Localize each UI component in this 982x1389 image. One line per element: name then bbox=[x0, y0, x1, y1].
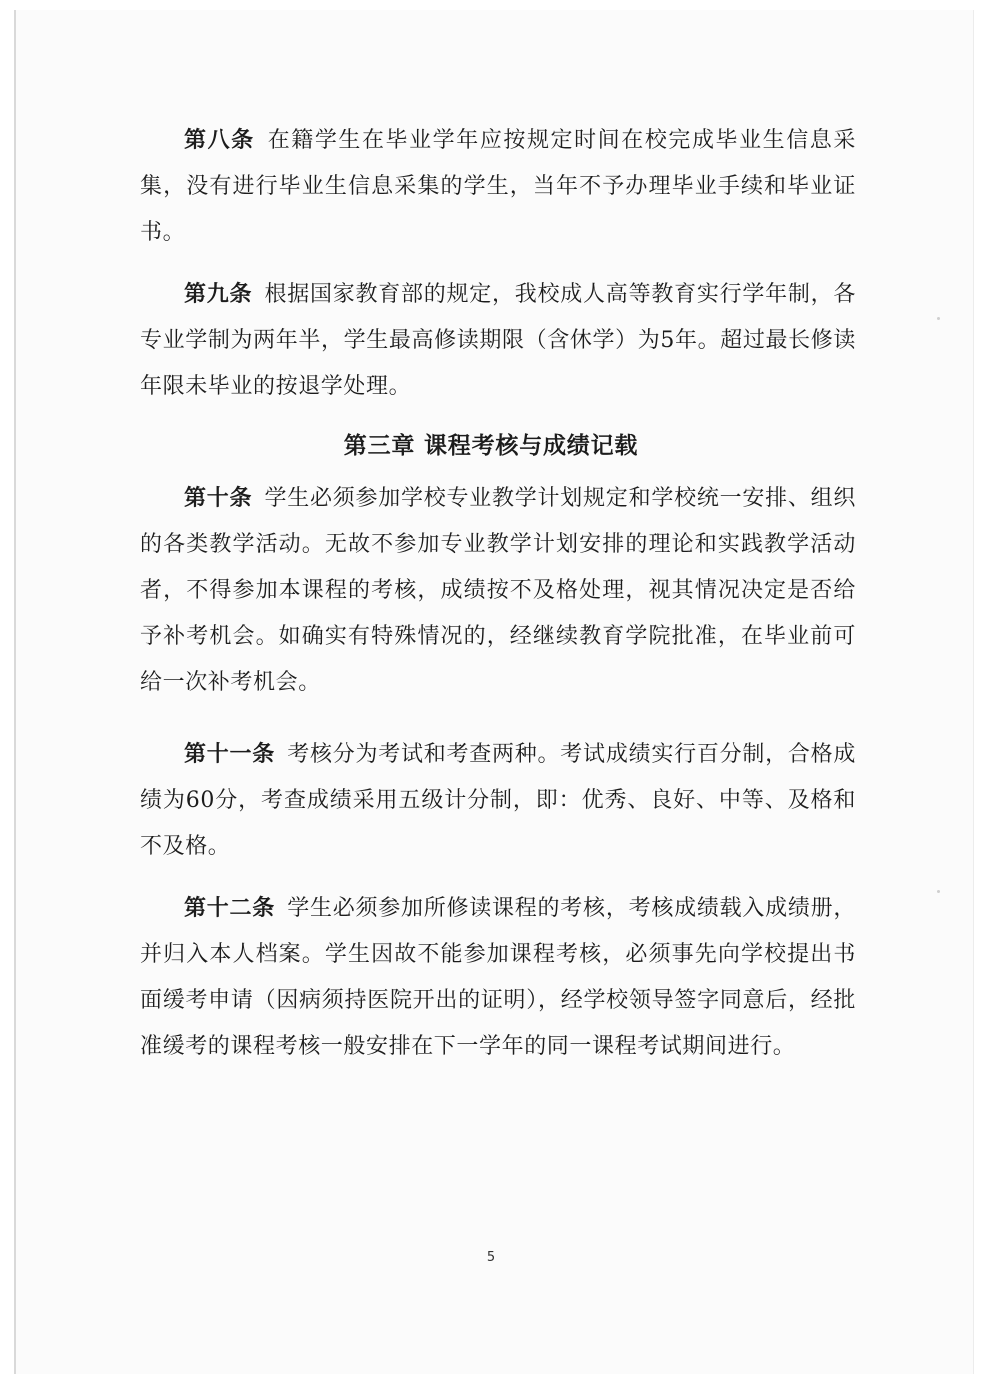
article-10 bbox=[140, 476, 856, 706]
article-text: 考核分为考试和考查两种。考试成绩实行百分制，合格成绩为60分，考查成绩采用五级计分制，即：优秀、良好、中等、及格和不及格。 bbox=[140, 742, 856, 859]
article-text: 根据国家教育部的规定，我校成人高等教育实行学年制，各专业学制为两年半，学生最高修读期限（含休学）为5年。超过最长修读年限未毕业的按退学处理。 bbox=[140, 282, 856, 399]
article-text: 学生必须参加所修读课程的考核，考核成绩载入成绩册，并归入本人档案。学生因故不能参加课程考核，必须事先向学校提出书面缓考申请（因病须持医院开出的证明），经学校领导签字同意后，经批准缓考的课程考核一般安排在下一学年的同一课程考试期间进行。 bbox=[140, 896, 856, 1059]
article-text: 学生必须参加学校专业教学计划规定和学校统一安排、组织的各类教学活动。无故不参加专业教学计划安排的理论和实践教学活动者，不得参加本课程的考核，成绩按不及格处理，视其情况决定是否给予补考机会。如确实有特殊情况的，经继续教育学院批准，在毕业前可给一次补考机会。 bbox=[140, 486, 856, 695]
article-11 bbox=[140, 732, 856, 870]
article-label: 第十条 bbox=[184, 486, 253, 511]
page-number: 5 bbox=[486, 1250, 496, 1265]
article-9 bbox=[140, 272, 856, 410]
article-text: 在籍学生在毕业学年应按规定时间在校完成毕业生信息采集，没有进行毕业生信息采集的学生，当年不予办理毕业手续和毕业证书。 bbox=[140, 128, 856, 245]
article-label: 第十二条 bbox=[184, 896, 276, 921]
chapter-title: 第三章 课程考核与成绩记载 bbox=[343, 433, 639, 459]
article-label: 第八条 bbox=[184, 128, 255, 153]
article-12 bbox=[140, 886, 856, 1070]
article-label: 第九条 bbox=[184, 282, 253, 307]
article-8 bbox=[140, 118, 856, 256]
article-label: 第十一条 bbox=[184, 742, 276, 767]
